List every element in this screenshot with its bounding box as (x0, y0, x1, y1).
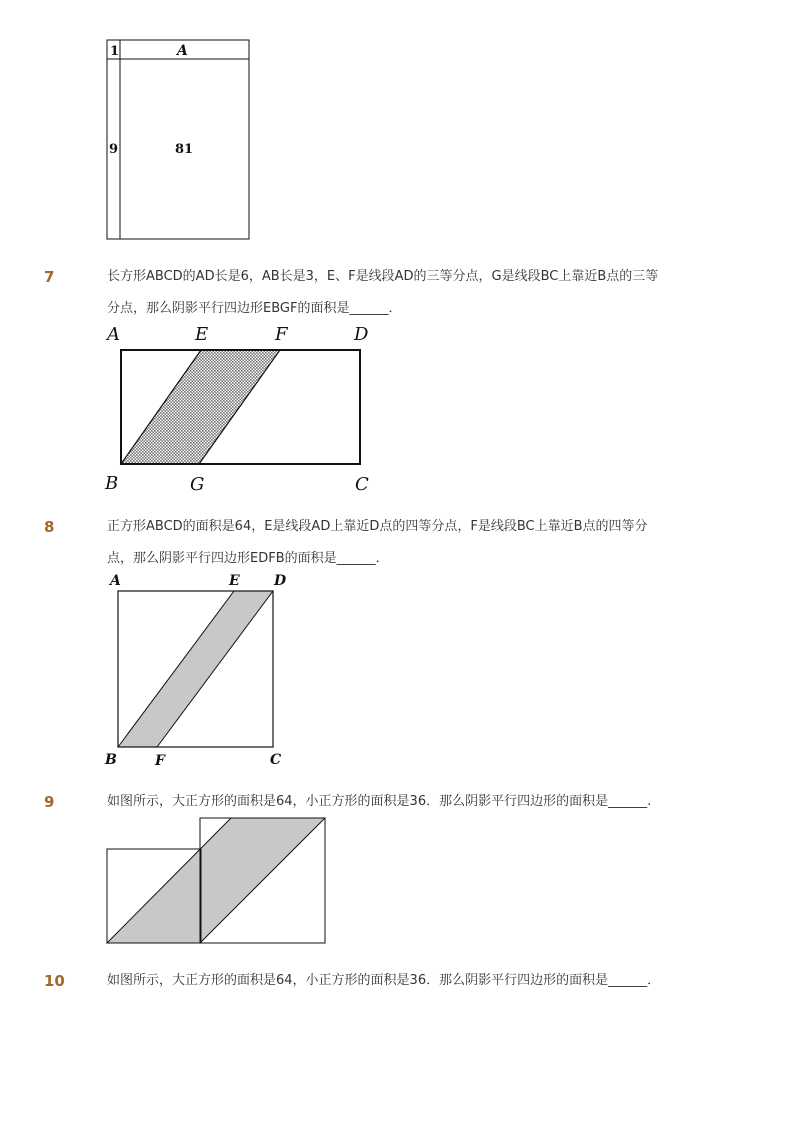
q7-rectangle-figure (100, 322, 390, 497)
q7-shaded-parallelogram (121, 350, 280, 464)
q7-label-g: G (190, 474, 205, 495)
question-number-10: 10 (44, 972, 65, 990)
q7-label-d: D (354, 324, 369, 345)
label-1: 1 (110, 44, 120, 59)
question-7-line-2: 分点，那么阴影平行四边形EBGF的面积是______． (107, 301, 402, 316)
question-10-line-1: 如图所示，大正方形的面积是64，小正方形的面积是36．那么阴影平行四边形的面积是______． (107, 973, 661, 988)
q7-label-a: A (107, 324, 120, 345)
question-number-8: 8 (44, 518, 55, 536)
q7-label-c: C (355, 474, 369, 495)
q7-label-f: F (275, 324, 288, 345)
q8-label-d: D (274, 573, 287, 589)
area-model-figure (100, 36, 260, 246)
q8-square-figure (100, 570, 300, 770)
question-8-line-2: 点，那么阴影平行四边形EDFB的面积是______． (107, 551, 389, 566)
question-9-line-1: 如图所示，大正方形的面积是64，小正方形的面积是36．那么阴影平行四边形的面积是______. (107, 794, 652, 809)
question-10-text (107, 965, 727, 997)
q8-label-c: C (270, 752, 282, 768)
label-a: A (177, 43, 188, 59)
q9-shaded-parallelogram (107, 818, 325, 943)
question-7-text (107, 261, 727, 325)
question-7-line-1: 长方形ABCD的AD长是6，AB长是3，E、F是线段AD的三等分点，G是线段BC上靠近B点的三等 (107, 269, 659, 284)
q9-squares-figure (100, 812, 330, 948)
q7-label-e: E (195, 324, 209, 345)
q8-shaded-parallelogram (118, 591, 273, 747)
label-9: 9 (109, 142, 119, 157)
question-8-line-1: 正方形ABCD的面积是64，E是线段AD上靠近D点的四等分点，F是线段BC上靠近B点的四等分 (107, 519, 648, 534)
question-number-7: 7 (44, 268, 55, 286)
q7-label-b: B (105, 473, 119, 494)
q8-label-a: A (110, 573, 121, 589)
label-81: 81 (175, 142, 194, 157)
question-8-text (107, 511, 727, 575)
q8-label-e: E (229, 573, 240, 589)
q8-label-b: B (105, 752, 117, 768)
question-number-9: 9 (44, 793, 55, 811)
q8-label-f: F (155, 753, 165, 769)
